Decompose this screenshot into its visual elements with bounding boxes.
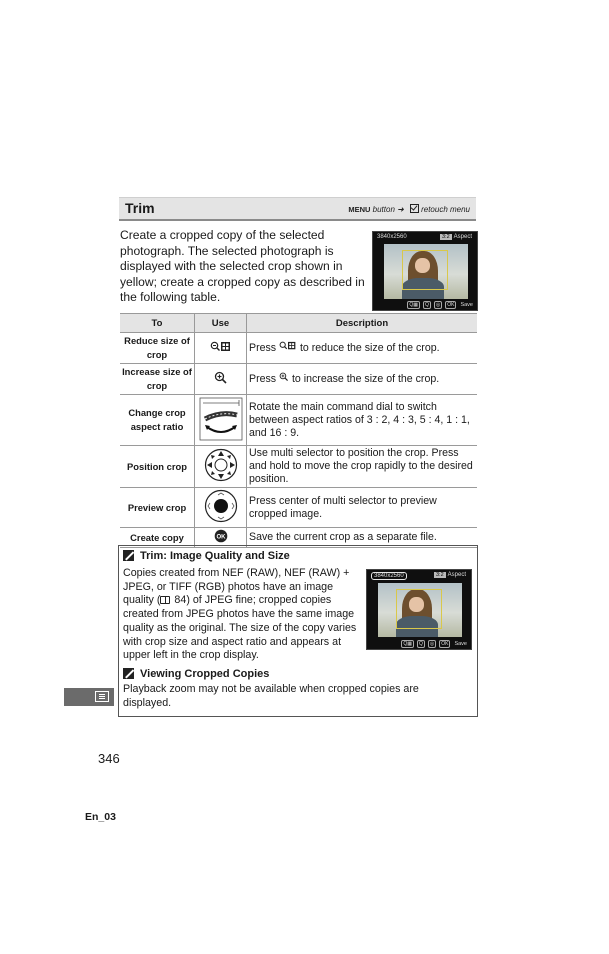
- resolution-readout: 3840x2560: [371, 572, 407, 580]
- note-text: Copies created from NEF (RAW), NEF (RAW) + JPEG, or TIFF (RGB) photos have an image quality (: [123, 567, 350, 607]
- note-body: Playback zoom may not be available when cropped copies are displayed.: [123, 683, 419, 709]
- row-description: [247, 364, 478, 395]
- zoom-in-hint-icon: Q: [418, 641, 423, 647]
- retouch-menu-icon: [410, 204, 419, 213]
- table-header-row: [120, 314, 477, 333]
- resolution-readout: 3840x2560: [377, 234, 407, 240]
- crop-display-screenshot: [366, 569, 472, 650]
- table-row: [120, 364, 477, 395]
- page-ref: 84: [174, 594, 187, 607]
- desc-text: to increase the size of the crop.: [289, 373, 440, 385]
- ratio-chip: 3:2: [436, 572, 444, 578]
- zoom-in-icon: [195, 364, 247, 395]
- note-heading: [123, 668, 269, 680]
- row-description: Use multi selector to position the crop. Press and hold to move the crop rapidly to the desired position.: [247, 446, 478, 488]
- crop-operations-table: [120, 313, 477, 548]
- aspect-label: Aspect: [447, 572, 466, 578]
- crop-display-screenshot: [372, 231, 478, 311]
- row-to: Change crop aspect ratio: [120, 395, 195, 446]
- row-to: Reduce size of crop: [120, 333, 195, 364]
- header-description: Description: [247, 314, 478, 333]
- header-to: To: [120, 314, 195, 333]
- row-to: Increase size of crop: [120, 364, 195, 395]
- multi-selector-icon: [195, 446, 247, 488]
- row-to: Position crop: [120, 446, 195, 488]
- note-heading: [123, 550, 290, 562]
- dial-hint-icon: ◎: [429, 641, 435, 647]
- lcd-top-bar: [370, 572, 468, 580]
- aspect-readout: [440, 234, 472, 240]
- pencil-note-icon: [123, 668, 134, 679]
- aspect-label: Aspect: [453, 234, 472, 240]
- section-title-bar: [119, 197, 476, 221]
- command-dial-icon: [195, 395, 247, 446]
- lcd-control-hints: [404, 301, 474, 309]
- ratio-chip: 3:2: [442, 234, 450, 240]
- note-title: Viewing Cropped Copies: [140, 668, 270, 680]
- table-row: [120, 395, 477, 446]
- dial-hint-icon: ◎: [435, 302, 441, 308]
- save-hint-label: Save: [454, 641, 467, 647]
- table-row: [120, 446, 477, 488]
- row-description: [247, 333, 478, 364]
- zoom-in-hint-icon: Q: [424, 302, 429, 308]
- menu-button-label: MENU: [348, 205, 371, 214]
- photo-preview: [384, 244, 468, 299]
- note-title: Trim: Image Quality and Size: [140, 550, 290, 562]
- row-description: Press center of multi selector to preview cropped image.: [247, 488, 478, 528]
- desc-text: Press: [249, 342, 280, 354]
- crop-frame: [402, 250, 448, 290]
- zoom-out-hint-icon: Q▦: [409, 302, 418, 308]
- page-number: 346: [98, 751, 120, 766]
- table-row: [120, 333, 477, 364]
- row-description: Rotate the main command dial to switch between aspect ratios of 3 : 2, 4 : 3, 5 : 4, 1 : 1, and 16 : 9.: [247, 395, 478, 446]
- lcd-top-bar: [376, 234, 474, 242]
- table-row: [120, 488, 477, 528]
- crop-frame: [396, 589, 442, 629]
- zoom-out-hint-icon: Q▦: [403, 641, 412, 647]
- lcd-control-hints: [398, 640, 468, 648]
- save-hint-label: Save: [460, 302, 473, 308]
- row-to: Create copy: [120, 528, 195, 548]
- notes-box: [118, 545, 478, 717]
- pencil-note-icon: [123, 550, 134, 561]
- chapter-tab: [64, 688, 114, 706]
- desc-text: Press: [249, 373, 280, 385]
- menu-path: [348, 204, 470, 214]
- multi-selector-center-icon: [195, 488, 247, 528]
- aspect-readout: [434, 572, 466, 578]
- ok-hint-icon: OK: [447, 302, 455, 308]
- header-use: Use: [195, 314, 247, 333]
- zoom-out-thumbnail-icon: [279, 341, 297, 351]
- ok-hint-icon: OK: [441, 641, 449, 647]
- section-title: Trim: [125, 200, 155, 216]
- retouch-menu-label: retouch menu: [421, 205, 470, 214]
- arrow-icon: ➜: [397, 205, 404, 214]
- note-body: [123, 567, 359, 663]
- menu-list-icon: [95, 691, 109, 702]
- intro-paragraph: Create a cropped copy of the selected photograph. The selected photograph is displayed with the selected crop shown in yellow; create a cropped copy as described in the following table.: [120, 228, 365, 304]
- menu-button-word: button: [372, 205, 395, 214]
- note-text: ) of JPEG fine; cropped copies created from JPEG photos have the same image quality as the original. The size of the copy varies with crop size and aspect ratio and appears at upper left in the crop display.: [123, 594, 357, 662]
- footer-code: En_03: [85, 811, 116, 823]
- row-to: Preview crop: [120, 488, 195, 528]
- row-description: Save the current crop as a separate file.: [247, 528, 478, 548]
- svg-text:OK: OK: [216, 534, 225, 541]
- zoom-in-icon: [279, 372, 289, 382]
- photo-preview: [378, 583, 462, 637]
- zoom-out-thumbnail-icon: [195, 333, 247, 364]
- desc-text: to reduce the size of the crop.: [297, 342, 440, 354]
- book-icon: [160, 596, 170, 604]
